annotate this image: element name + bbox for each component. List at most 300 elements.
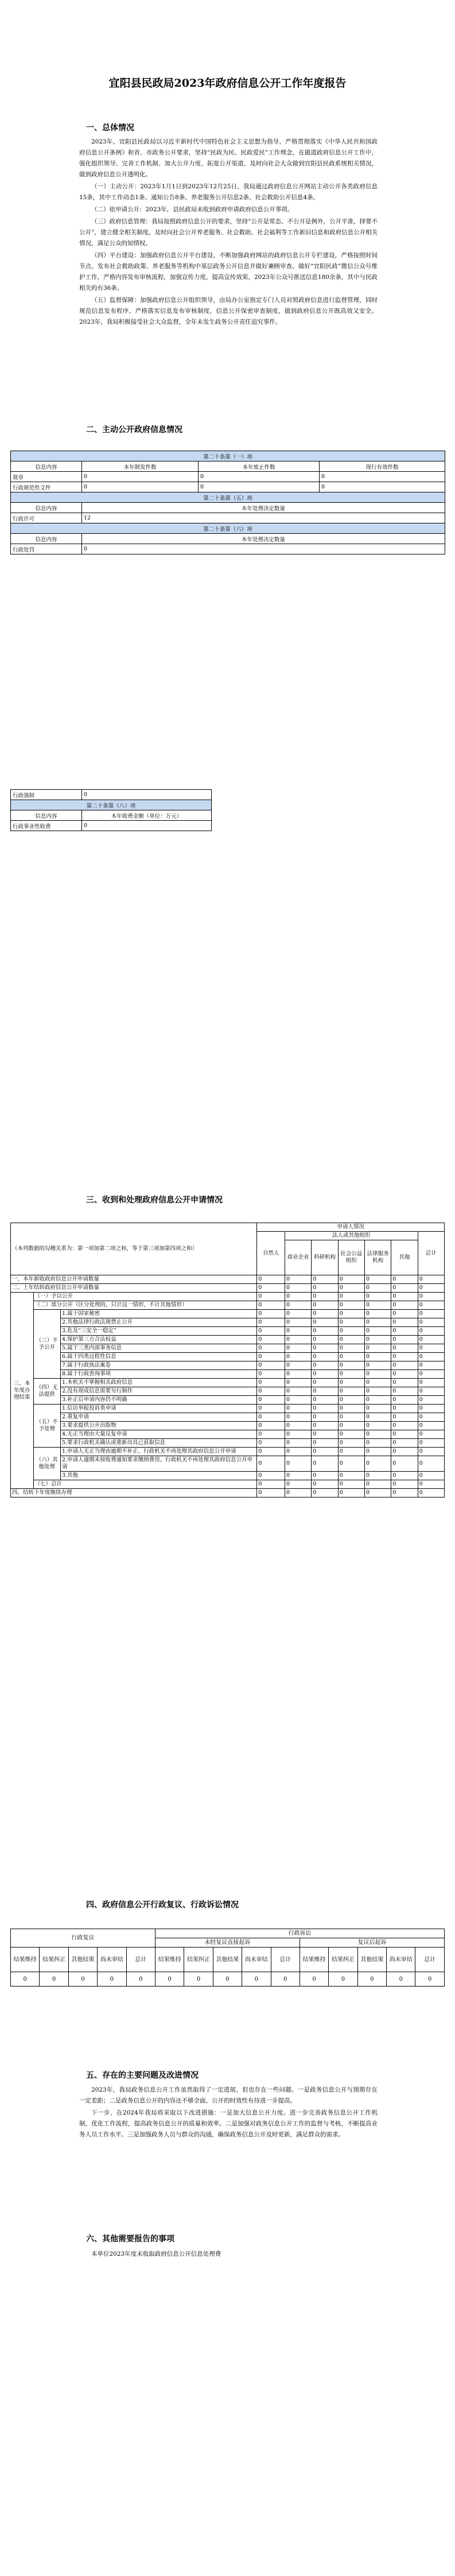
column-header: 其他结果 bbox=[213, 1947, 242, 1972]
cell: 0 bbox=[364, 1405, 391, 1413]
cell: 0 bbox=[364, 1439, 391, 1448]
cell: 0 bbox=[338, 1422, 364, 1430]
table-row bbox=[11, 482, 445, 492]
cell: 0 bbox=[257, 1284, 285, 1293]
row-label: 8.属于行政查询事项 bbox=[61, 1370, 257, 1379]
cell: 0 bbox=[312, 1405, 338, 1413]
cell: 0 bbox=[357, 1972, 386, 1987]
cell: 0 bbox=[338, 1275, 364, 1284]
cell: 0 bbox=[387, 1972, 415, 1987]
row-group-label: （四）无法提供 bbox=[33, 1379, 60, 1405]
cell: 0 bbox=[312, 1480, 338, 1489]
table-row bbox=[11, 1405, 445, 1413]
cell: 0 bbox=[312, 1396, 338, 1405]
table-row bbox=[11, 1353, 445, 1361]
column-header: 信息内容 bbox=[11, 810, 82, 821]
row-label: 行政规范性文件 bbox=[11, 482, 82, 492]
cell: 0 bbox=[391, 1361, 418, 1370]
cell: 0 bbox=[338, 1336, 364, 1344]
column-header: 总计 bbox=[415, 1947, 445, 1972]
cell: 0 bbox=[364, 1456, 391, 1472]
cell: 0 bbox=[391, 1396, 418, 1405]
column-header: 本年处理决定数量 bbox=[82, 503, 445, 513]
cell: 0 bbox=[320, 472, 445, 482]
cell: 0 bbox=[418, 1293, 444, 1301]
cell: 0 bbox=[257, 1472, 285, 1480]
cell: 0 bbox=[257, 1480, 285, 1489]
row-label: 4.保护第三方合法权益 bbox=[61, 1336, 257, 1344]
cell: 0 bbox=[391, 1327, 418, 1336]
cell: 0 bbox=[285, 1353, 311, 1361]
table-row bbox=[11, 1396, 445, 1405]
cell: 0 bbox=[312, 1448, 338, 1456]
cell: 0 bbox=[312, 1370, 338, 1379]
cell: 0 bbox=[257, 1361, 285, 1370]
column-header: 其他 bbox=[391, 1240, 418, 1275]
row-label: 7.属于行政执法案卷 bbox=[61, 1361, 257, 1370]
table-section-header: 第二十条第（六）项 bbox=[11, 523, 445, 534]
cell: 0 bbox=[418, 1387, 444, 1396]
cell: 0 bbox=[418, 1370, 444, 1379]
cell: 0 bbox=[338, 1396, 364, 1405]
table-row bbox=[11, 544, 445, 554]
row-label: 行政处罚 bbox=[11, 544, 82, 554]
cell: 0 bbox=[312, 1430, 338, 1439]
cell: 0 bbox=[418, 1353, 444, 1361]
row-group-label: 三、本年度办理结果 bbox=[11, 1293, 34, 1489]
cell: 0 bbox=[364, 1422, 391, 1430]
cell: 0 bbox=[285, 1293, 311, 1301]
row-label: （二）部分公开（区分处理的，只计这一情形，不计其他情形） bbox=[33, 1301, 257, 1310]
section-1-body bbox=[79, 137, 378, 329]
paragraph: （五）监督保障：加强政府信息公开组织领导，由局办公室指定专门人员对照政府信息进行监督管理，同时规范信息发布程序，严格落实信息发布审核制度，信息公开保密审查制度，做到政府信息公开既高效又安全。2023年，我局积极接受社会大众监督，全年未发生政务公开责任追究事件。 bbox=[79, 297, 378, 325]
table-section-header: 第二十条第（八）项 bbox=[11, 800, 212, 810]
cell: 0 bbox=[364, 1336, 391, 1344]
cell: 0 bbox=[257, 1439, 285, 1448]
cell: 0 bbox=[364, 1489, 391, 1498]
cell: 0 bbox=[257, 1489, 285, 1498]
cell: 0 bbox=[418, 1456, 444, 1472]
cell: 0 bbox=[155, 1972, 184, 1987]
cell: 0 bbox=[312, 1301, 338, 1310]
table-row bbox=[11, 1448, 445, 1456]
table-row bbox=[11, 1310, 445, 1318]
cell: 0 bbox=[391, 1301, 418, 1310]
row-label: 5.要求行政机关确认或重新出具已获取信息 bbox=[61, 1439, 257, 1448]
cell: 0 bbox=[338, 1430, 364, 1439]
column-header: 结果纠正 bbox=[184, 1947, 213, 1972]
table-row bbox=[11, 1387, 445, 1396]
paragraph: 下一步，在2024年我局将采取以下改进措施：一是加大信息公开力度。进一步完善政务信息公开工作机制，优化工作流程，提高政务信息公开的质量和效率。二是加强对政务信息公开工作的监督与考核，不断提高业务人员工作水平。三是加强政务人员与群众的沟通，确保政务信息公开及时更新，满足群众的需求。 bbox=[79, 2109, 378, 2138]
cell: 0 bbox=[418, 1318, 444, 1327]
cell: 0 bbox=[242, 1972, 271, 1987]
cell: 0 bbox=[312, 1456, 338, 1472]
table-row bbox=[11, 1344, 445, 1353]
cell: 0 bbox=[285, 1489, 311, 1498]
cell: 0 bbox=[391, 1284, 418, 1293]
cell: 0 bbox=[391, 1456, 418, 1472]
cell: 0 bbox=[364, 1480, 391, 1489]
column-header: 结果纠正 bbox=[40, 1947, 68, 1972]
cell: 0 bbox=[418, 1379, 444, 1387]
cell: 0 bbox=[338, 1318, 364, 1327]
cell: 0 bbox=[338, 1353, 364, 1361]
cell: 0 bbox=[257, 1370, 285, 1379]
cell: 0 bbox=[126, 1972, 155, 1987]
table-row bbox=[11, 1301, 445, 1310]
cell: 0 bbox=[418, 1301, 444, 1310]
table-row bbox=[11, 1370, 445, 1379]
row-group-label: （六）其他处理 bbox=[33, 1448, 60, 1480]
cell: 0 bbox=[213, 1972, 242, 1987]
cell: 0 bbox=[338, 1370, 364, 1379]
cell: 0 bbox=[338, 1472, 364, 1480]
cell: 0 bbox=[312, 1472, 338, 1480]
cell: 0 bbox=[418, 1275, 444, 1284]
cell: 0 bbox=[391, 1293, 418, 1301]
table-row bbox=[11, 1361, 445, 1370]
cell: 0 bbox=[338, 1293, 364, 1301]
row-label: 3.危及“三安全一稳定” bbox=[61, 1327, 257, 1336]
column-header: 尚未审结 bbox=[387, 1947, 415, 1972]
table-row bbox=[11, 1275, 445, 1284]
cell: 0 bbox=[285, 1480, 311, 1489]
cell: 0 bbox=[391, 1405, 418, 1413]
cell: 0 bbox=[391, 1489, 418, 1498]
row-label: 一、本年新收政府信息公开申请数量 bbox=[11, 1275, 257, 1284]
column-header: 本年废止件数 bbox=[199, 461, 320, 472]
cell: 0 bbox=[338, 1480, 364, 1489]
table-row bbox=[11, 1480, 445, 1489]
row-label: 二、上年结转政府信息公开申请数量 bbox=[11, 1284, 257, 1293]
cell: 0 bbox=[285, 1284, 311, 1293]
cell: 0 bbox=[391, 1318, 418, 1327]
table-row bbox=[11, 1439, 445, 1448]
cell: 0 bbox=[312, 1293, 338, 1301]
cell: 0 bbox=[418, 1396, 444, 1405]
cell: 0 bbox=[285, 1361, 311, 1370]
row-label: 3.要求提供公开出版物 bbox=[61, 1422, 257, 1430]
cell: 0 bbox=[391, 1480, 418, 1489]
cell: 0 bbox=[364, 1396, 391, 1405]
section-6-body: 本单位2023年度未收取政府信息公开信息处理费 bbox=[91, 2251, 221, 2257]
cell: 0 bbox=[285, 1413, 311, 1422]
column-group-header: 申请人情况 bbox=[257, 1223, 445, 1232]
cell: 0 bbox=[338, 1327, 364, 1336]
cell: 0 bbox=[68, 1972, 97, 1987]
report-title: 宜阳县民政局2023年政府信息公开工作年度报告 bbox=[108, 77, 347, 90]
cell: 0 bbox=[285, 1301, 311, 1310]
cell: 0 bbox=[257, 1344, 285, 1353]
column-header: 社会公益组织 bbox=[338, 1240, 364, 1275]
cell: 0 bbox=[312, 1336, 338, 1344]
table-row bbox=[11, 1413, 445, 1422]
column-group-header: 复议后起诉 bbox=[300, 1938, 444, 1947]
cell: 0 bbox=[257, 1456, 285, 1472]
cell: 0 bbox=[285, 1430, 311, 1439]
cell: 0 bbox=[338, 1439, 364, 1448]
row-label: 5.属于三类内部事务信息 bbox=[61, 1344, 257, 1353]
column-header: 总计 bbox=[126, 1947, 155, 1972]
row-label: 行政事业性收费 bbox=[11, 821, 82, 831]
cell: 0 bbox=[391, 1353, 418, 1361]
paragraph: （三）政府信息管理：我局按照政府信息公开的要求，坚持“公开是常态、不公开是例外，公开平准，择要不公开”，建立健全相关制度。及时向社会公开养老服务、社会救助、社会福利等工作新旧信息和政府信息公开相关情况，满足公众的知情权。 bbox=[79, 218, 378, 247]
column-header: 现行有效件数 bbox=[320, 461, 445, 472]
cell: 0 bbox=[285, 1396, 311, 1405]
cell: 0 bbox=[364, 1472, 391, 1480]
cell: 0 bbox=[312, 1344, 338, 1353]
row-label: 1.申请人无正当理由逾期不补正、行政机关不再处理其政府信息公开申请 bbox=[61, 1448, 257, 1456]
cell: 12 bbox=[82, 513, 445, 523]
cell: 0 bbox=[338, 1456, 364, 1472]
column-header: 总计 bbox=[418, 1232, 444, 1275]
cell: 0 bbox=[312, 1379, 338, 1387]
cell: 0 bbox=[418, 1284, 444, 1293]
cell: 0 bbox=[312, 1275, 338, 1284]
column-group-header: 法人或其他组织 bbox=[285, 1232, 418, 1240]
section-5-body bbox=[79, 2085, 378, 2142]
row-group-label: （三）不予公开 bbox=[33, 1310, 60, 1379]
cell: 0 bbox=[285, 1275, 311, 1284]
proactive-disclosure-table bbox=[10, 451, 445, 554]
cell: 0 bbox=[320, 482, 445, 492]
cell: 0 bbox=[285, 1336, 311, 1344]
cell: 0 bbox=[418, 1413, 444, 1422]
cell: 0 bbox=[285, 1439, 311, 1448]
column-header: 尚未审结 bbox=[242, 1947, 271, 1972]
cell: 0 bbox=[312, 1284, 338, 1293]
cell: 0 bbox=[418, 1405, 444, 1413]
cell: 0 bbox=[338, 1379, 364, 1387]
cell: 0 bbox=[285, 1379, 311, 1387]
column-group-header: 行政诉讼 bbox=[155, 1929, 444, 1938]
row-label: 3.补正后申请内容仍不明确 bbox=[61, 1396, 257, 1405]
row-label: （七）总计 bbox=[33, 1480, 257, 1489]
cell: 0 bbox=[364, 1361, 391, 1370]
column-group-header: 未经复议直接起诉 bbox=[155, 1938, 300, 1947]
cell: 0 bbox=[391, 1430, 418, 1439]
cell: 0 bbox=[257, 1275, 285, 1284]
row-label: 规章 bbox=[11, 472, 82, 482]
cell: 0 bbox=[418, 1480, 444, 1489]
cell: 0 bbox=[338, 1284, 364, 1293]
row-group-label: （五）不予处理 bbox=[33, 1405, 60, 1448]
cell: 0 bbox=[82, 544, 445, 554]
table-row bbox=[11, 1456, 445, 1472]
paragraph: （二）依申请公开：2023年，县民政局未收到政府申请政府信息公开事项。 bbox=[91, 206, 294, 213]
cell: 0 bbox=[418, 1336, 444, 1344]
column-header: 科研机构 bbox=[312, 1240, 338, 1275]
column-header: 尚未审结 bbox=[98, 1947, 126, 1972]
cell: 0 bbox=[364, 1310, 391, 1318]
row-label: 行政许可 bbox=[11, 513, 82, 523]
cell: 0 bbox=[312, 1361, 338, 1370]
cell: 0 bbox=[418, 1327, 444, 1336]
table-row bbox=[11, 1472, 445, 1480]
row-label: （一）予以公开 bbox=[33, 1293, 257, 1301]
table-row bbox=[11, 1379, 445, 1387]
column-header: 信息内容 bbox=[11, 534, 82, 544]
row-label: 6.属于四类过程性信息 bbox=[61, 1353, 257, 1361]
column-header: 自然人 bbox=[257, 1232, 285, 1275]
section-3-heading: 三、收到和处理政府信息公开申请情况 bbox=[86, 1196, 223, 1205]
cell: 0 bbox=[391, 1472, 418, 1480]
cell: 0 bbox=[285, 1370, 311, 1379]
table-row bbox=[11, 821, 212, 831]
cell: 0 bbox=[391, 1448, 418, 1456]
cell: 0 bbox=[285, 1344, 311, 1353]
cell: 0 bbox=[364, 1370, 391, 1379]
review-litigation-table bbox=[10, 1929, 445, 1987]
cell: 0 bbox=[257, 1379, 285, 1387]
cell: 0 bbox=[338, 1310, 364, 1318]
cell: 0 bbox=[364, 1293, 391, 1301]
enforcement-table bbox=[10, 789, 212, 831]
cell: 0 bbox=[418, 1472, 444, 1480]
cell: 0 bbox=[257, 1310, 285, 1318]
cell: 0 bbox=[418, 1361, 444, 1370]
cell: 0 bbox=[418, 1422, 444, 1430]
column-header: 商业企业 bbox=[285, 1240, 311, 1275]
cell: 0 bbox=[391, 1439, 418, 1448]
section-5-heading: 五、存在的主要问题及改进情况 bbox=[86, 2071, 199, 2080]
cell: 0 bbox=[391, 1379, 418, 1387]
column-header: 结果纠正 bbox=[329, 1947, 357, 1972]
column-header: 本年制发件数 bbox=[82, 461, 199, 472]
cell: 0 bbox=[82, 790, 212, 800]
cell: 0 bbox=[391, 1275, 418, 1284]
cell: 0 bbox=[257, 1301, 285, 1310]
cell: 0 bbox=[418, 1439, 444, 1448]
cell: 0 bbox=[418, 1448, 444, 1456]
table-row bbox=[11, 513, 445, 523]
row-label: 2.重复申请 bbox=[61, 1413, 257, 1422]
cell: 0 bbox=[285, 1405, 311, 1413]
cell: 0 bbox=[257, 1405, 285, 1413]
cell: 0 bbox=[312, 1422, 338, 1430]
cell: 0 bbox=[312, 1310, 338, 1318]
cell: 0 bbox=[391, 1413, 418, 1422]
cell: 0 bbox=[82, 482, 199, 492]
cell: 0 bbox=[364, 1275, 391, 1284]
cell: 0 bbox=[338, 1489, 364, 1498]
row-label: 1.信访举报投诉类申请 bbox=[61, 1405, 257, 1413]
cell: 0 bbox=[391, 1387, 418, 1396]
cell: 0 bbox=[391, 1422, 418, 1430]
table-row bbox=[11, 1293, 445, 1301]
cell: 0 bbox=[338, 1344, 364, 1353]
cell: 0 bbox=[418, 1344, 444, 1353]
table-row bbox=[11, 1422, 445, 1430]
cell: 0 bbox=[391, 1336, 418, 1344]
cell: 0 bbox=[364, 1353, 391, 1361]
cell: 0 bbox=[338, 1387, 364, 1396]
cell: 0 bbox=[338, 1301, 364, 1310]
cell: 0 bbox=[391, 1310, 418, 1318]
cell: 0 bbox=[257, 1336, 285, 1344]
cell: 0 bbox=[364, 1301, 391, 1310]
column-header: 总计 bbox=[271, 1947, 300, 1972]
row-label: 1.本机关不掌握相关政府信息 bbox=[61, 1379, 257, 1387]
cell: 0 bbox=[312, 1318, 338, 1327]
cell: 0 bbox=[364, 1413, 391, 1422]
cell: 0 bbox=[285, 1310, 311, 1318]
column-header: 本年收费金额（单位：万元） bbox=[82, 810, 212, 821]
paragraph: 2023年，宜阳县民政局以习近平新时代中国特色社会主义思想为指导，严格贯彻落实《中华人民共和国政府信息公开条例》和省、市政务公开要求，坚持“民政为民、民政爱民”工作理念，在做道政府信息公开工作中，强化组织领导、完善工作机制、加大公开力度，拓宽公开渠道，及时向社会大众做到宜阳县民政系统相关情况，做到政府信息公开透明化。 bbox=[79, 138, 378, 178]
row-label: 4.无正当理由大量反复申请 bbox=[61, 1430, 257, 1439]
cell: 0 bbox=[257, 1422, 285, 1430]
cell: 0 bbox=[364, 1318, 391, 1327]
cell: 0 bbox=[418, 1489, 444, 1498]
row-label: 四、结转下年度继续办理 bbox=[11, 1489, 257, 1498]
cell: 0 bbox=[364, 1387, 391, 1396]
table-row bbox=[11, 1327, 445, 1336]
table-row bbox=[11, 1284, 445, 1293]
cell: 0 bbox=[11, 1972, 40, 1987]
column-header: 结果维持 bbox=[11, 1947, 40, 1972]
cell: 0 bbox=[257, 1327, 285, 1336]
table-row bbox=[11, 1336, 445, 1344]
application-table bbox=[10, 1223, 445, 1498]
cell: 0 bbox=[285, 1448, 311, 1456]
table-row bbox=[11, 1318, 445, 1327]
cell: 0 bbox=[364, 1448, 391, 1456]
cell: 0 bbox=[285, 1472, 311, 1480]
column-group-header: 行政复议 bbox=[11, 1929, 155, 1947]
cell: 0 bbox=[391, 1344, 418, 1353]
cell: 0 bbox=[199, 482, 320, 492]
column-header: 结果维持 bbox=[300, 1947, 328, 1972]
cell: 0 bbox=[364, 1379, 391, 1387]
table-row bbox=[11, 472, 445, 482]
cell: 0 bbox=[257, 1353, 285, 1361]
column-header: 法律服务机构 bbox=[364, 1240, 391, 1275]
cell: 0 bbox=[364, 1430, 391, 1439]
cell: 0 bbox=[312, 1489, 338, 1498]
cell: 0 bbox=[257, 1430, 285, 1439]
cell: 0 bbox=[257, 1448, 285, 1456]
paragraph: （一）主动公开：2023年1月1日到2023年12月25日，我局通过政府信息公开网站主动公开各类政府信息15条，其中工作动态1条、通知公告8条、养老服务公开信息2条、社会救助公开信息4条。 bbox=[79, 183, 378, 201]
cell: 0 bbox=[415, 1972, 445, 1987]
row-label: 2.没有现成信息需要另行制作 bbox=[61, 1387, 257, 1396]
cell: 0 bbox=[312, 1413, 338, 1422]
row-label: 2.申请人逾期未按收费通知要求缴纳费用、行政机关不再处理其政府信息公开申请 bbox=[61, 1456, 257, 1472]
cell: 0 bbox=[338, 1361, 364, 1370]
table-section-header: 第二十条第（五）项 bbox=[11, 492, 445, 503]
cell: 0 bbox=[257, 1396, 285, 1405]
cell: 0 bbox=[199, 472, 320, 482]
cell: 0 bbox=[300, 1972, 328, 1987]
paragraph: （四）平台建设：加强政府信息公开平台建设，不断加强政府网站的政府信息公开专栏建设，严格按照时间节点，发布社会救助政策、养老服务等机构中基层政务公开信息并做好兼顾审查。做好“宜阳民政”微信公众号维护工作，严格内容发布审核流程，加强宣传力度，提高宣传效果，2023年公众号推送信息180余条，其中与民政相关的有36条。 bbox=[79, 252, 378, 292]
cell: 0 bbox=[82, 821, 212, 831]
column-header: 本年处理决定数量 bbox=[82, 534, 445, 544]
cell: 0 bbox=[312, 1439, 338, 1448]
column-header: 其他结果 bbox=[357, 1947, 386, 1972]
cell: 0 bbox=[257, 1413, 285, 1422]
table-row bbox=[11, 1489, 445, 1498]
cell: 0 bbox=[312, 1327, 338, 1336]
table-row bbox=[11, 790, 212, 800]
column-header: 信息内容 bbox=[11, 461, 82, 472]
cell: 0 bbox=[271, 1972, 300, 1987]
section-4-heading: 四、政府信息公开行政复议、行政诉讼情况 bbox=[86, 1900, 239, 1910]
cell: 0 bbox=[338, 1413, 364, 1422]
cell: 0 bbox=[285, 1327, 311, 1336]
table-row bbox=[11, 1430, 445, 1439]
table-corner-note: （本列数据的勾稽关系为：第一项加第二项之和，等于第三项加第四项之和） bbox=[11, 1223, 257, 1275]
cell: 0 bbox=[40, 1972, 68, 1987]
cell: 0 bbox=[312, 1353, 338, 1361]
